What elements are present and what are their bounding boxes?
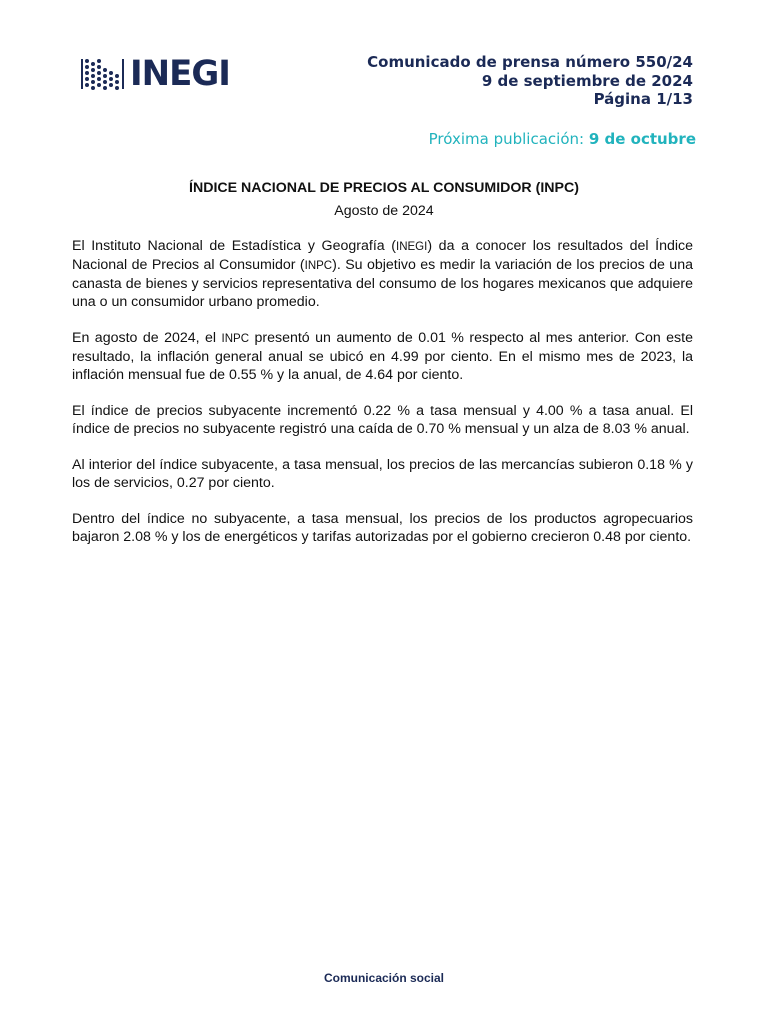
press-release-number: Comunicado de prensa número 550/24 <box>367 53 693 71</box>
paragraph-1-text-c: ). Su objetivo es medir la variación de los precios de una canasta de bienes y servicios representativa del consumo de los hogares mexicanos que adquiere una o un consumidor urbano promedio. <box>72 257 693 310</box>
document-title: ÍNDICE NACIONAL DE PRECIOS AL CONSUMIDOR (INPC) <box>189 180 579 196</box>
inegi-wordmark: INEGI <box>130 53 230 95</box>
paragraph-1-text-b: ) da a conocer los resultados del Índice Nacional de Precios al Consumidor ( <box>72 238 693 273</box>
paragraph-2-text-b: presentó un aumento de 0.01 % respecto al mes anterior. Con este resultado, la inflación general anual se ubicó en 4.99 por ciento. En el mismo mes de 2023, la inflación mensual fue de 0.55 % y la anual, de 4.64 por ciento. <box>72 330 693 383</box>
paragraph-3: El índice de precios subyacente incrementó 0.22 % a tasa mensual y 4.00 % a tasa anual. El índice de precios no subyacente registró una caída de 0.70 % mensual y un alza de 8.03 % anual. <box>72 403 693 437</box>
next-publication-label: Próxima publicación: <box>428 130 585 148</box>
press-release-header <box>367 53 693 109</box>
abbr-inpc: INPC <box>304 260 333 272</box>
footer-communication: Comunicación social <box>323 971 445 985</box>
paragraph-1-text-a: El Instituto Nacional de Estadística y Geografía ( <box>72 238 397 254</box>
document-subtitle: Agosto de 2024 <box>334 203 434 219</box>
press-release-date: 9 de septiembre de 2024 <box>481 71 693 90</box>
next-publication <box>429 130 696 148</box>
paragraph-2 <box>72 329 693 384</box>
inegi-logo-icon <box>80 57 126 91</box>
paragraph-1 <box>72 237 693 311</box>
abbr-inegi: INEGI <box>396 241 428 253</box>
abbr-inpc: INPC <box>221 333 250 345</box>
paragraph-2-text-a: En agosto de 2024, el <box>72 330 222 346</box>
paragraph-5: Dentro del índice no subyacente, a tasa mensual, los precios de los productos agropecuarios bajaron 2.08 % y los de energéticos y tarifas autorizadas por el gobierno crecieron 0.48 por ciento. <box>72 511 693 545</box>
inegi-logo <box>80 53 230 95</box>
document-body <box>72 237 693 564</box>
paragraph-4: Al interior del índice subyacente, a tasa mensual, los precios de las mercancías subieron 0.18 % y los de servicios, 0.27 por ciento. <box>72 457 693 491</box>
page-indicator: Página 1/13 <box>593 90 693 108</box>
next-publication-date: 9 de octubre <box>588 130 696 148</box>
